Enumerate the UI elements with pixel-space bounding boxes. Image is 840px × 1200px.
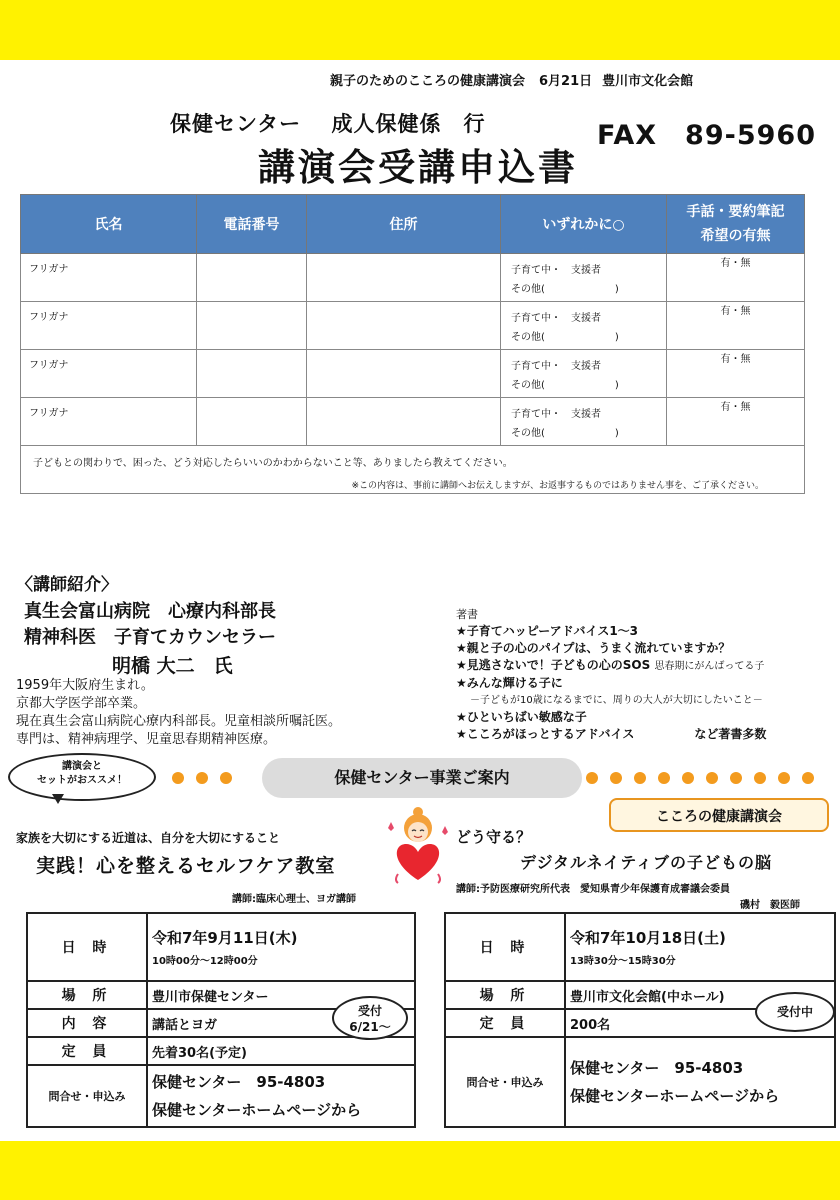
orange-dot — [802, 772, 814, 784]
reception-badge — [332, 996, 408, 1040]
question-row — [21, 446, 805, 494]
umu-field[interactable]: 有・無 — [667, 302, 805, 350]
badge-line-2: 6/21～ — [349, 1020, 391, 1034]
top-yellow-band — [0, 0, 840, 60]
option-parent: 子育て中・ 支援者 — [511, 265, 601, 276]
table-row — [27, 1065, 415, 1127]
event2-subtitle: どう守る？ — [456, 828, 532, 846]
orange-dot — [634, 772, 646, 784]
col-sign-language-l1: 手話・要約筆記 — [686, 204, 785, 220]
book-item: ★子育てハッピーアドバイス1～3 — [456, 624, 639, 638]
event1-homepage: 保健センターホームページから — [152, 1101, 362, 1119]
lecturer-heading: 〈講師紹介〉 — [16, 575, 118, 595]
question-text: 子どもとの関わりで、困った、どう対応したらいいのかわからないこと等、ありましたら教えてください。 — [33, 458, 513, 469]
option-parent: 子育て中・ 支援者 — [511, 361, 601, 372]
question-field[interactable] — [21, 446, 805, 494]
orange-dot — [730, 772, 742, 784]
fax-number: FAX 89-5960 — [597, 120, 816, 151]
event2-contact-cell — [565, 1037, 835, 1127]
event2-homepage: 保健センターホームページから — [570, 1087, 780, 1105]
book-item — [456, 726, 766, 743]
name-field[interactable] — [21, 350, 197, 398]
woman-heart-illustration-icon — [380, 806, 456, 886]
book-subtitle: 思春期にがんばってる子 — [654, 661, 765, 672]
event2-phone: 保健センター 95-4803 — [570, 1059, 744, 1077]
orange-dot — [706, 772, 718, 784]
event1-contact-cell — [147, 1065, 415, 1127]
event1-lecturer: 講師:臨床心理士、ヨガ講師 — [232, 894, 356, 905]
event-venue: 豊川市文化会館 — [602, 74, 694, 89]
bubble-tail — [52, 794, 64, 804]
choice-field[interactable] — [501, 254, 667, 302]
bio-line: 1959年大阪府生まれ。 — [16, 678, 154, 693]
event1-time: 10時00分～12時00分 — [152, 956, 258, 967]
book-note: －子どもが10歳になるまでに、周りの大人が大切にしたいこと－ — [470, 695, 763, 706]
department: 保健センター 成人保健係 行 — [170, 112, 486, 136]
book-item: ★みんな輝ける子に — [456, 676, 563, 690]
event2-capacity-label: 定 員 — [445, 1009, 565, 1037]
orange-dot — [658, 772, 670, 784]
event-name: 親子のためのこころの健康講演会 — [330, 74, 526, 89]
event2-time: 13時30分～15時30分 — [570, 956, 676, 967]
form-row — [21, 350, 805, 398]
col-sign-language — [667, 195, 805, 254]
book-title: ★こころがほっとするアドバイス — [456, 727, 635, 741]
book-item — [456, 657, 766, 675]
event1-content-label: 内 容 — [27, 1009, 147, 1037]
bottom-yellow-band — [0, 1141, 840, 1200]
orange-dot — [586, 772, 598, 784]
lecturer-bio — [16, 677, 341, 749]
name-field[interactable] — [21, 302, 197, 350]
table-row — [445, 913, 835, 981]
name-field[interactable] — [21, 254, 197, 302]
form-header-row — [21, 195, 805, 254]
event-info — [330, 70, 693, 89]
umu-field[interactable]: 有・無 — [667, 254, 805, 302]
bubble-line-2: セットがおススメ！ — [37, 775, 127, 786]
book-item: ★ひといちばい敏感な子 — [456, 710, 587, 724]
event1-date-cell — [147, 913, 415, 981]
event2-lecturer-name: 磯村 毅医師 — [740, 900, 800, 911]
orange-dot — [778, 772, 790, 784]
event1-title: 実践！心を整えるセルフケア教室 — [36, 855, 336, 877]
umu-field[interactable]: 有・無 — [667, 398, 805, 446]
col-sign-language-l2: 希望の有無 — [700, 228, 771, 244]
bio-line: 現在真生会富山病院心療内科部長。児童相談所嘱託医。 — [16, 714, 342, 729]
event1-contact-label: 問合せ・申込み — [27, 1065, 147, 1127]
table-row — [27, 1037, 415, 1065]
phone-field[interactable] — [197, 398, 307, 446]
event2-place-label: 場 所 — [445, 981, 565, 1009]
event2-lecturer: 講師:予防医療研究所代表 愛知県青少年保護育成審議会委員 — [456, 884, 730, 895]
furigana-label: フリガナ — [29, 360, 69, 371]
book-title: ★見逃さないで！子どもの心のSOS — [456, 658, 651, 672]
form-row — [21, 398, 805, 446]
option-parent: 子育て中・ 支援者 — [511, 409, 601, 420]
lecturer-title-2: 精神科医 子育てカウンセラー — [24, 627, 276, 648]
event1-date-label: 日 時 — [27, 913, 147, 981]
badge-line-1: 受付 — [357, 1004, 382, 1018]
event1-place: 豊川市保健センター — [147, 981, 415, 1009]
question-note: ※この内容は、事前に講師へお伝えしますが、お返事するものではありません事を、ご了承ください。 — [351, 481, 764, 491]
orange-dot — [220, 772, 232, 784]
table-row — [445, 1037, 835, 1127]
option-other: その他( ) — [511, 428, 619, 439]
table-row — [27, 913, 415, 981]
event2-title: デジタルネイティブの子どもの脳 — [520, 853, 772, 872]
umu-field[interactable]: 有・無 — [667, 350, 805, 398]
bio-line: 京都大学医学部卒業。 — [16, 696, 147, 711]
lecturer-title-1: 真生会富山病院 心療内科部長 — [24, 601, 276, 622]
option-other: その他( ) — [511, 332, 619, 343]
event2-contact-label: 問合せ・申込み — [445, 1037, 565, 1127]
event1-phone: 保健センター 95-4803 — [152, 1073, 326, 1091]
option-other: その他( ) — [511, 284, 619, 295]
book-item: ★親と子の心のパイプは、うまく流れていますか？ — [456, 641, 731, 655]
event1-content: 講話とヨガ — [147, 1009, 415, 1037]
event1-subtitle: 家族を大切にする近道は、自分を大切にすること — [16, 831, 281, 845]
name-field[interactable] — [21, 398, 197, 446]
section-title: 保健センター事業ご案内 — [262, 758, 582, 798]
phone-field[interactable] — [197, 350, 307, 398]
page-title: 講演会受講申込書 — [258, 146, 578, 189]
furigana-label: フリガナ — [29, 264, 69, 275]
choice-field[interactable] — [501, 302, 667, 350]
form-row — [21, 302, 805, 350]
orange-dot — [610, 772, 622, 784]
application-form — [20, 194, 805, 494]
event2-capacity: 200名 — [565, 1009, 835, 1037]
event1-place-label: 場 所 — [27, 981, 147, 1009]
books-etc: など著書多数 — [694, 727, 767, 741]
books-heading: 著書 — [456, 608, 478, 621]
col-choice: いずれかに○ — [501, 195, 667, 254]
col-address: 住所 — [307, 195, 501, 254]
option-other: その他( ) — [511, 380, 619, 391]
choice-field[interactable] — [501, 350, 667, 398]
event1-capacity-label: 定 員 — [27, 1037, 147, 1065]
address-field[interactable] — [307, 398, 501, 446]
col-name: 氏名 — [21, 195, 197, 254]
orange-dot — [196, 772, 208, 784]
recommend-bubble — [8, 753, 156, 801]
event2-date-cell — [565, 913, 835, 981]
orange-dot — [682, 772, 694, 784]
kokoro-lecture-label: こころの健康講演会 — [609, 798, 829, 832]
lecturer-name: 明橋 大二 氏 — [112, 655, 233, 677]
event2-place: 豊川市文化会館(中ホール) — [565, 981, 835, 1009]
form-row — [21, 254, 805, 302]
phone-field[interactable] — [197, 302, 307, 350]
orange-dot — [172, 772, 184, 784]
furigana-label: フリガナ — [29, 408, 69, 419]
bio-line: 専門は、精神病理学、児童思春期精神医療。 — [16, 732, 277, 747]
furigana-label: フリガナ — [29, 312, 69, 323]
option-parent: 子育て中・ 支援者 — [511, 313, 601, 324]
bubble-line-1: 講演会と — [62, 761, 102, 772]
now-accepting-badge: 受付中 — [755, 992, 835, 1032]
address-field[interactable] — [307, 254, 501, 302]
col-phone: 電話番号 — [197, 195, 307, 254]
event1-date: 令和7年9月11日(木) — [152, 929, 298, 947]
event-date: 6月21日 — [539, 74, 593, 89]
event2-date-label: 日 時 — [445, 913, 565, 981]
choice-field[interactable] — [501, 398, 667, 446]
event2-date: 令和7年10月18日(土) — [570, 929, 726, 947]
event1-capacity: 先着30名(予定) — [147, 1037, 415, 1065]
books-list — [456, 606, 766, 743]
address-field[interactable] — [307, 302, 501, 350]
orange-dot — [754, 772, 766, 784]
phone-field[interactable] — [197, 254, 307, 302]
address-field[interactable] — [307, 350, 501, 398]
